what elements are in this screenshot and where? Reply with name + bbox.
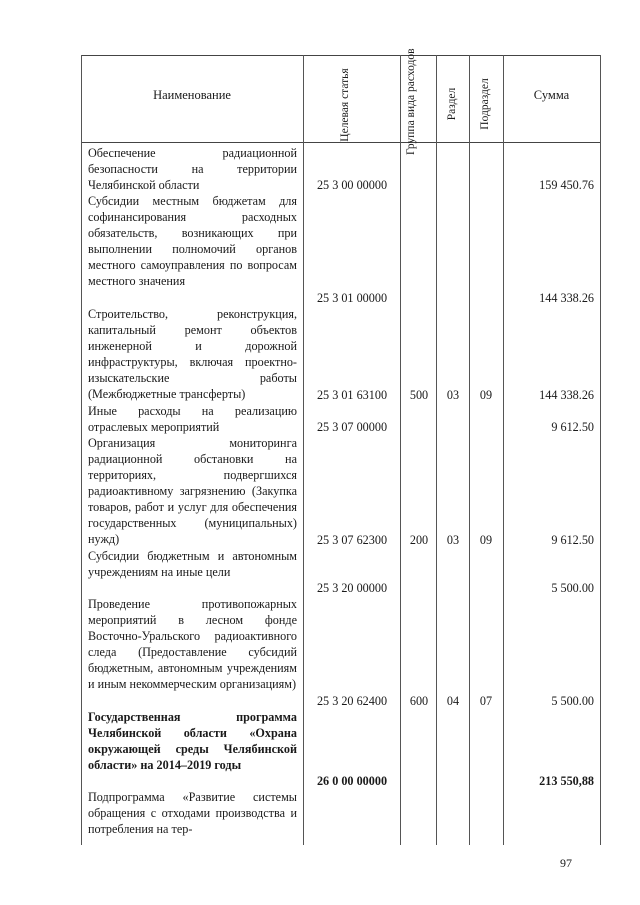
col-border-subsection (503, 55, 504, 845)
row-name: Обеспечение радиационной безопасности на территории Челябинской области (88, 146, 297, 192)
row-sum: 5 500.00 (551, 694, 594, 708)
row-code: 25 3 01 00000 (316, 291, 388, 305)
row-section: 04 (446, 694, 460, 708)
row-name: Организация мониторинга радиационной обстановки на территориях, подвергшихся радиоактивному загрязнению (Закупка товаров, работ и услуг для обеспечения государственных (муниципальных) нужд) (88, 436, 297, 546)
col-border-left (81, 55, 82, 845)
row-code: 25 3 20 00000 (316, 581, 388, 595)
row-group: 600 (409, 694, 429, 708)
header-target-article: Целевая статья (339, 68, 351, 142)
header-expense-group: Группа вида расходов (405, 48, 417, 155)
row-sum: 144 338.26 (539, 388, 594, 402)
header-section: Раздел (446, 87, 458, 121)
row-section: 03 (446, 388, 460, 402)
row-code: 25 3 01 63100 (316, 388, 388, 402)
row-name: Иные расходы на реализацию отраслевых мероприятий (88, 404, 297, 434)
row-sum: 213 550,88 (539, 774, 594, 788)
row-code: 25 3 00 00000 (316, 178, 388, 192)
col-border-name (303, 55, 304, 845)
row-name: Субсидии местным бюджетам для софинансирования расходных обязательств, возникающих при выполнении полномочий органов местного самоуправления по вопросам местного значения (88, 194, 297, 288)
col-border-right (600, 55, 601, 845)
row-group: 200 (409, 533, 429, 547)
col-border-group (436, 55, 437, 845)
page-number: 97 (560, 856, 572, 870)
row-sum: 159 450.76 (539, 178, 594, 192)
row-code: 25 3 20 62400 (316, 694, 388, 708)
row-code: 25 3 07 00000 (316, 420, 388, 434)
row-subsection: 09 (479, 533, 493, 547)
header-sum: Сумма (533, 88, 570, 102)
row-code: 26 0 00 00000 (316, 774, 388, 788)
row-sum: 9 612.50 (551, 420, 594, 434)
row-subsection: 07 (479, 694, 493, 708)
row-name: Проведение противопожарных мероприятий в лесном фонде Восточно-Уральского радиоактивного следа (Предоставление субсидий бюджетным, автономным учреждениям и иным некоммерческим организациям) (88, 597, 297, 691)
row-sum: 144 338.26 (539, 291, 594, 305)
row-name: Государственная программа Челябинской области «Охрана окружающей среды Челябинской области» на 2014–2019 годы (88, 710, 297, 772)
row-code: 25 3 07 62300 (316, 533, 388, 547)
col-border-code (400, 55, 401, 845)
row-section: 03 (446, 533, 460, 547)
header-subsection: Подраздел (479, 78, 491, 130)
row-group: 500 (409, 388, 429, 402)
row-name: Строительство, реконструкция, капитальный ремонт объектов инженерной и дорожной инфраструктуры, включая проектно-изыскательские работы (Межбюджетные трансферты) (88, 307, 297, 401)
header-name: Наименование (153, 88, 231, 102)
row-name: Субсидии бюджетным и автономным учреждениям на иные цели (88, 549, 297, 579)
row-sum: 9 612.50 (551, 533, 594, 547)
row-sum: 5 500.00 (551, 581, 594, 595)
row-name: Подпрограмма «Развитие системы обращения с отходами производства и потребления на тер- (88, 790, 297, 836)
col-border-section (469, 55, 470, 845)
row-subsection: 09 (479, 388, 493, 402)
